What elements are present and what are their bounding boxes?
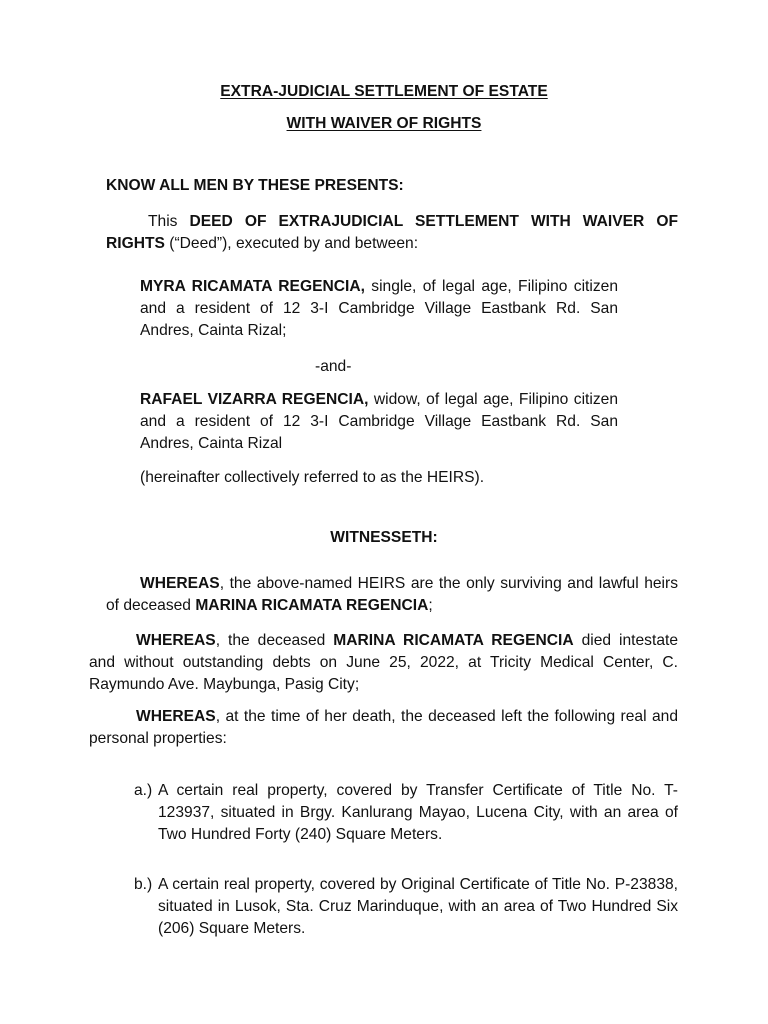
property-a-label: a.) [134,782,153,799]
intro-text-2: (“Deed”), executed by and between: [164,235,419,252]
whereas-2-decedent-name: MARINA RICAMATA REGENCIA [333,632,574,649]
party-1-paragraph [140,276,618,342]
property-b-label: b.) [134,876,153,893]
whereas-2-paragraph [89,630,678,696]
whereas-3-paragraph [89,706,678,750]
and-separator [315,356,351,378]
whereas-1-text-1: , the above-named HEIRS are the only surviving and lawful heirs of deceased [106,575,678,614]
intro-paragraph [106,211,678,255]
know-all-men-text: KNOW ALL MEN BY THESE PRESENTS: [106,177,404,194]
whereas-1-keyword: WHEREAS [140,575,220,592]
title-line-2: WITH WAIVER OF RIGHTS [286,115,482,132]
whereas-1-text-2: ; [428,597,433,614]
whereas-2-text-1: , the deceased [215,632,334,649]
deed-title: DEED OF EXTRAJUDICIAL SETTLEMENT WITH WAIVER OF RIGHTS [106,213,678,252]
whereas-1-paragraph [106,573,678,617]
document-subtitle [0,113,768,135]
whereas-2-keyword: WHEREAS [136,632,216,649]
heirs-note [140,467,484,489]
whereas-2-text-2: died intestate and without outstanding debts on June 25, 2022, at Tricity Medical Center, C. Raymundo Ave. Maybunga, Pasig City; [89,632,678,693]
party-1-details: single, of legal age, Filipino citizen and a resident of 12 3-I Cambridge Village Eastbank Rd. San Andres, Cainta Rizal; [140,278,618,339]
whereas-1-decedent-name: MARINA RICAMATA REGENCIA [195,597,429,614]
witnesseth-heading [0,527,768,549]
heirs-note-text: (hereinafter collectively referred to as the HEIRS). [140,469,485,486]
property-a-text: A certain real property, covered by Transfer Certificate of Title No. T-123937, situated in Brgy. Kanlurang Mayao, Lucena City, with an area of Two Hundred Forty (240) Square Meters. [158,782,678,843]
party-2-details: widow, of legal age, Filipino citizen and a resident of 12 3-I Cambridge Village Eastbank Rd. San Andres, Cainta Rizal [140,391,619,452]
whereas-3-keyword: WHEREAS [136,708,216,725]
property-b-text: A certain real property, covered by Original Certificate of Title No. P-23838, situated in Lusok, Sta. Cruz Marinduque, with an area of Two Hundred Six (206) Square Meters. [158,876,678,937]
property-item-a [134,780,678,846]
title-line-1: EXTRA-JUDICIAL SETTLEMENT OF ESTATE [220,83,548,100]
intro-text-1: This [148,213,190,230]
document-title [0,81,768,103]
party-2-paragraph [140,389,618,455]
party-1-name: MYRA RICAMATA REGENCIA, [140,278,365,295]
and-text: -and- [315,358,352,375]
know-all-men-heading [106,175,404,197]
whereas-3-text-1: , at the time of her death, the deceased left the following real and personal properties: [89,708,678,747]
party-2-name: RAFAEL VIZARRA REGENCIA, [140,391,369,408]
property-item-b [134,874,678,940]
witnesseth-text: WITNESSETH: [330,529,438,546]
